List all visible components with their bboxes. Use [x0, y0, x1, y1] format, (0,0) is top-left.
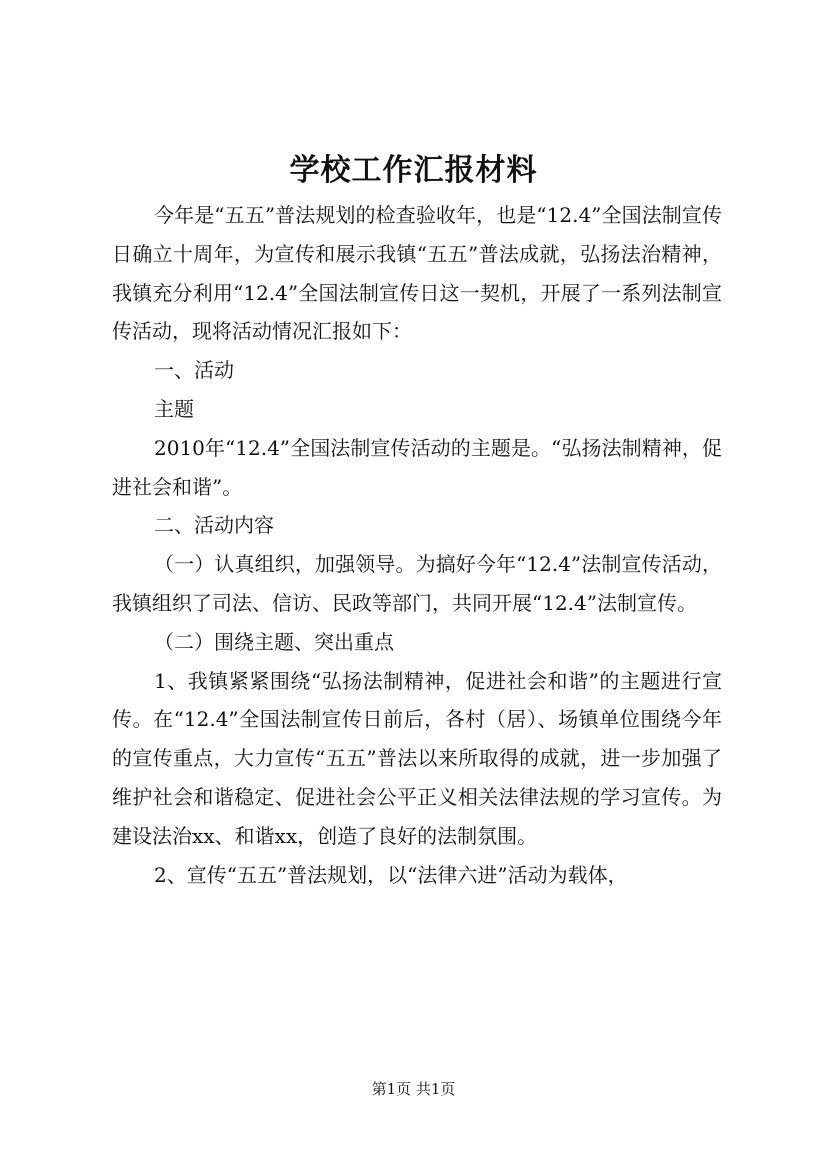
paragraph-item-1: 1、我镇紧紧围绕“弘扬法制精神，促进社会和谐”的主题进行宣传。在“12.4”全国法制宣传日前后，各村（居）、场镇单位围绕今年的宣传重点，大力宣传“五五”普法以来所取得的成就，进一步加强了维护社会和谐稳定、促进社会公平正义相关法律法规的学习宣传。为建设法治xx、和谐xx，创造了良好的法制氛围。 [112, 668, 722, 848]
paragraph-item-2: 2、宣传“五五”普法规划，以“法律六进”活动为载体， [154, 862, 628, 887]
paragraph-organize: （一）认真组织，加强领导。为搞好今年“12.4”法制宣传活动，我镇组织了司法、信访、民政等部门，共同开展“12.4”法制宣传。 [112, 552, 722, 615]
heading-activity-content: 二、活动内容 [154, 513, 274, 538]
document-title: 学校工作汇报材料 [289, 153, 538, 188]
page-footer: 第1页 共1页 [371, 1080, 456, 1098]
heading-focus: （二）围绕主题、突出重点 [154, 629, 394, 654]
paragraph-intro: 今年是“五五”普法规划的检查验收年，也是“12.4”全国法制宣传日确立十周年，为宣传和展示我镇“五五”普法成就，弘扬法治精神，我镇充分利用“12.4”全国法制宣传日这一契机，开展了一系列法制宣传活动，现将活动情况汇报如下： [112, 203, 722, 344]
heading-theme: 主题 [154, 396, 194, 421]
heading-activity: 一、活动 [154, 358, 234, 383]
paragraph-theme: 2010年“12.4”全国法制宣传活动的主题是。“弘扬法制精神，促进社会和谐”。 [112, 435, 722, 499]
document-body [112, 196, 722, 894]
